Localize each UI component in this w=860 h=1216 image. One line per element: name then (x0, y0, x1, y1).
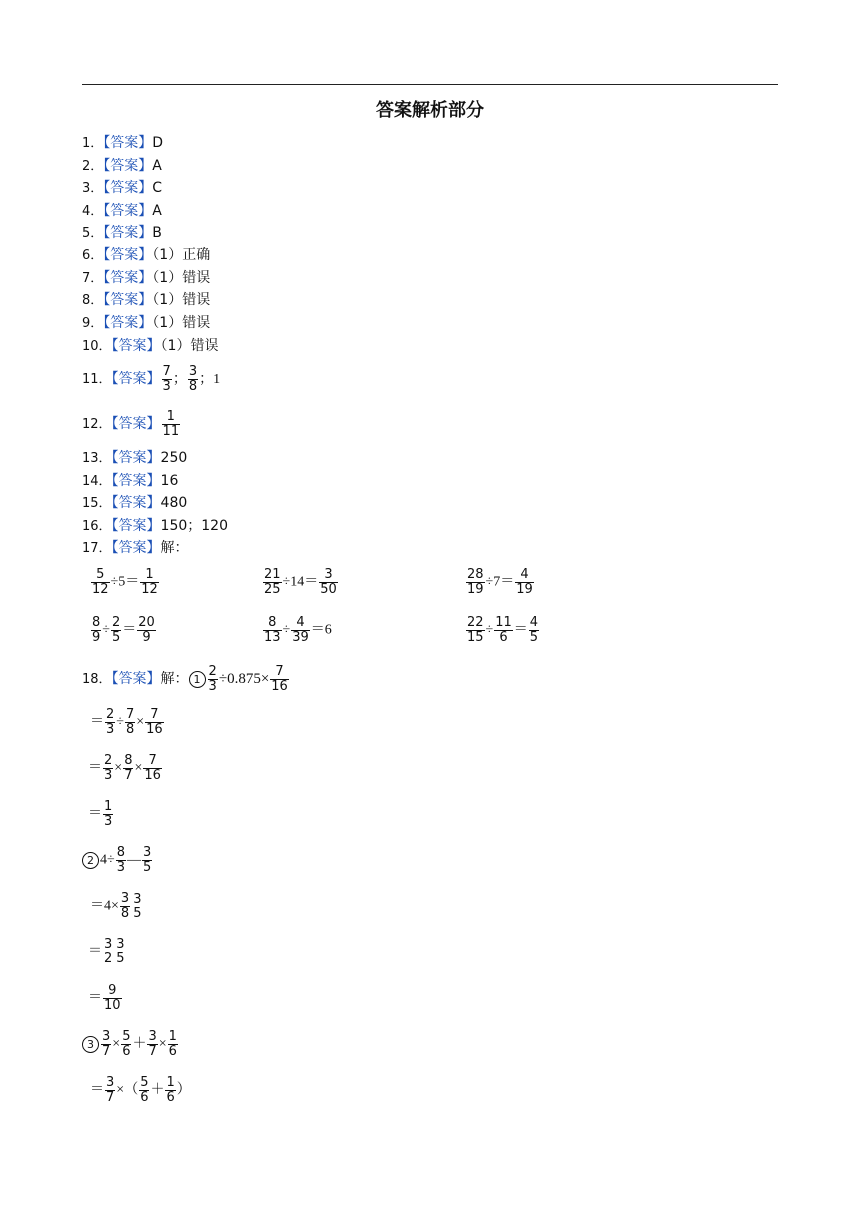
denominator: 3 (104, 768, 113, 783)
denominator: 5 (111, 630, 121, 645)
q18-p2-step-1 (90, 892, 143, 921)
equals-sign: ＝ (88, 760, 102, 776)
fraction (319, 568, 338, 597)
header-rule (82, 84, 778, 85)
numerator: 4 (291, 616, 310, 631)
numerator: 3 (319, 568, 338, 583)
fraction (466, 616, 485, 645)
fraction (103, 984, 122, 1013)
divide-sign: ÷ (282, 622, 291, 638)
question-number: 4． (82, 204, 104, 219)
numerator: 8 (92, 615, 101, 630)
answer-line-15 (82, 494, 187, 513)
question-number: 13． (82, 451, 112, 466)
numerator: 3 (102, 1029, 111, 1044)
fraction (270, 665, 289, 694)
semicolon: ； (199, 372, 214, 387)
q18-p2-step-2 (88, 938, 127, 966)
answer-line-6 (82, 246, 210, 265)
answer-text: 250 (160, 450, 188, 466)
denominator: 6 (140, 1090, 149, 1105)
numerator: 3 (133, 891, 142, 907)
denominator: 6 (499, 630, 508, 645)
denominator: 5 (529, 630, 539, 645)
equals-sign: ＝ (88, 990, 102, 1006)
denominator: 16 (146, 722, 163, 737)
denominator: 11 (162, 424, 180, 440)
answer-tag: 【答案】 (111, 518, 161, 534)
number: 14 (290, 574, 305, 590)
fraction (132, 893, 142, 921)
fraction (101, 1030, 111, 1059)
number: 4 (100, 852, 107, 868)
equals-sign: ＝ (513, 622, 528, 638)
fraction (123, 754, 133, 783)
numerator: 2 (106, 707, 115, 722)
denominator: 25 (264, 582, 281, 597)
fraction (103, 754, 113, 783)
denominator: 3 (116, 860, 125, 875)
denominator: 15 (467, 630, 484, 645)
times-sign: × (136, 714, 145, 730)
answer-line-11 (82, 364, 220, 395)
numerator: 8 (263, 616, 282, 631)
fraction (91, 568, 110, 597)
numerator: 21 (264, 567, 281, 582)
question-number: 11． (82, 372, 112, 387)
answer-value: 1 (213, 372, 221, 387)
divide-sign: ÷ (116, 714, 124, 730)
answer-tag: 【答案】 (103, 180, 153, 196)
answer-line-14 (82, 472, 178, 491)
denominator: 2 (104, 951, 113, 966)
times-sign: × (116, 1082, 125, 1098)
numerator: 1 (168, 1029, 177, 1044)
numerator: 5 (140, 1075, 149, 1090)
answer-line-3 (82, 179, 162, 198)
answer-text: B (152, 225, 162, 241)
times-sign: × (111, 898, 119, 914)
question-number: 9． (82, 316, 104, 331)
answer-tag: 【答案】 (111, 540, 161, 556)
numerator: 11 (495, 615, 512, 630)
denominator: 6 (122, 1044, 131, 1059)
denominator: 16 (144, 768, 161, 783)
fraction (139, 1076, 149, 1105)
fraction (529, 616, 539, 645)
numerator: 2 (111, 615, 121, 630)
numerator: 7 (162, 364, 171, 380)
denominator: 5 (133, 905, 142, 921)
numerator: 3 (120, 891, 130, 906)
numerator: 2 (208, 664, 217, 680)
question-number: 6． (82, 248, 104, 263)
denominator: 16 (271, 679, 288, 695)
numerator: 4 (529, 615, 539, 630)
fraction (263, 616, 282, 645)
times-sign: × (158, 1036, 167, 1052)
numerator: 2 (104, 753, 113, 768)
numerator: 1 (140, 568, 159, 583)
circled-number-1: 1 (189, 671, 206, 688)
numerator: 7 (270, 665, 289, 680)
number: 7 (493, 574, 501, 590)
fraction (466, 568, 485, 597)
fraction (162, 365, 172, 394)
question-number: 15． (82, 496, 112, 511)
numerator: 7 (125, 707, 135, 722)
fraction (165, 1076, 175, 1105)
number: 5 (118, 574, 126, 590)
denominator: 7 (148, 1044, 157, 1059)
answer-line-2 (82, 157, 162, 176)
fraction (208, 665, 218, 694)
divide-sign: ÷ (107, 852, 115, 868)
equals-sign: ＝ (122, 622, 137, 638)
denominator: 7 (102, 1044, 111, 1059)
answer-line-1 (82, 134, 163, 153)
question-number: 16． (82, 519, 112, 534)
answer-text: （1）错误 (152, 292, 211, 308)
q18-p1-step-2 (88, 754, 163, 783)
circled-number-3: 3 (82, 1036, 99, 1053)
answer-line-18 (82, 664, 290, 695)
denominator: 8 (125, 722, 135, 737)
answer-text: C (152, 180, 163, 196)
answer-tag: 【答案】 (111, 671, 161, 687)
answer-tag: 【答案】 (111, 416, 161, 432)
question-number: 5． (82, 226, 104, 241)
numerator: 3 (142, 845, 152, 860)
numerator: 1 (104, 799, 113, 814)
fraction (115, 938, 125, 966)
fraction (143, 754, 162, 783)
question-number: 1． (82, 136, 104, 151)
answer-text: （1）错误 (152, 315, 211, 331)
denominator: 39 (292, 630, 309, 645)
left-paren: （ (124, 1082, 139, 1098)
answer-text: D (152, 135, 164, 151)
answer-line-7 (82, 269, 210, 288)
answer-line-10 (82, 337, 218, 356)
answer-text: 解： (160, 540, 189, 556)
denominator: 13 (264, 630, 281, 645)
denominator: 6 (168, 1044, 177, 1059)
fraction (125, 708, 135, 737)
denominator: 50 (320, 582, 337, 597)
equals-sign: ＝ (125, 574, 140, 590)
times-sign: × (112, 1036, 121, 1052)
times-sign: × (260, 671, 270, 687)
divide-sign: ÷ (485, 574, 494, 590)
q17-equation-1 (90, 568, 160, 597)
answer-line-16 (82, 517, 228, 536)
answer-tag: 【答案】 (111, 495, 161, 511)
answer-line-8 (82, 291, 210, 310)
fraction (145, 708, 164, 737)
equals-sign: ＝ (90, 1082, 104, 1098)
fraction (120, 892, 130, 921)
semicolon: ； (172, 372, 187, 387)
equals-sign: ＝ (90, 898, 104, 914)
question-number: 8． (82, 293, 104, 308)
circled-number-2: 2 (82, 852, 99, 869)
answer-tag: 【答案】 (103, 247, 153, 263)
denominator: 8 (120, 906, 130, 921)
q17-equation-4 (90, 616, 157, 645)
q17-equation-6 (465, 616, 540, 645)
numerator: 1 (166, 1075, 175, 1090)
denominator: 3 (104, 814, 113, 829)
equals-sign: ＝ (304, 574, 319, 590)
q18-p3-expression (82, 1030, 179, 1059)
fraction (103, 938, 113, 966)
answer-tag: 【答案】 (103, 292, 153, 308)
plus-sign: ＋ (132, 1036, 147, 1052)
fraction (162, 410, 181, 439)
fraction (188, 365, 198, 394)
q17-equation-5 (262, 616, 332, 645)
number: 0.875 (227, 671, 261, 687)
divide-sign: ÷ (282, 574, 291, 590)
question-number: 7． (82, 271, 104, 286)
denominator: 12 (92, 582, 109, 597)
denominator: 3 (162, 379, 171, 395)
divide-sign: ÷ (218, 671, 228, 687)
numerator: 3 (106, 1075, 115, 1090)
fraction (105, 708, 115, 737)
answer-tag: 【答案】 (111, 338, 161, 354)
denominator: 7 (124, 768, 133, 783)
times-sign: × (134, 760, 143, 776)
fraction (291, 616, 310, 645)
answer-text: A (152, 203, 162, 219)
question-number: 17． (82, 541, 112, 556)
numerator: 28 (467, 567, 484, 582)
denominator: 19 (467, 582, 484, 597)
denominator: 3 (106, 722, 115, 737)
numerator: 8 (116, 845, 125, 860)
question-number: 2． (82, 159, 104, 174)
denominator: 9 (142, 630, 151, 645)
answer-tag: 【答案】 (103, 158, 153, 174)
question-number: 12． (82, 417, 112, 432)
numerator: 3 (148, 1029, 157, 1044)
answer-tag: 【答案】 (103, 225, 153, 241)
divide-sign: ÷ (102, 622, 110, 638)
answer-tag: 【答案】 (111, 473, 161, 489)
fraction (494, 616, 513, 645)
numerator: 3 (104, 937, 113, 952)
fraction (137, 616, 156, 645)
fraction (263, 568, 282, 597)
fraction (515, 568, 534, 597)
numerator: 22 (467, 615, 484, 630)
q17-equation-3 (465, 568, 535, 597)
numerator: 4 (515, 568, 534, 583)
denominator: 5 (116, 951, 125, 966)
equals-sign: ＝ (500, 574, 515, 590)
fraction (116, 846, 126, 875)
numerator: 8 (124, 753, 133, 768)
divide-sign: ÷ (485, 622, 494, 638)
number: 4 (104, 898, 111, 914)
numerator: 7 (143, 754, 162, 769)
answer-text: （1）正确 (152, 247, 211, 263)
denominator: 5 (142, 860, 152, 875)
equals-sign: ＝ (310, 622, 325, 638)
fraction (103, 800, 113, 829)
answer-text: 16 (160, 473, 179, 489)
answer-line-9 (82, 314, 210, 333)
question-number: 14． (82, 474, 112, 489)
divide-sign: ÷ (110, 574, 119, 590)
fraction (142, 846, 152, 875)
page-title: 答案解析部分 (376, 100, 484, 121)
q18-p2-expression (82, 846, 153, 875)
answer-text: 480 (160, 495, 188, 511)
numerator: 3 (188, 364, 198, 380)
q18-p3-step-1 (90, 1076, 191, 1105)
equals-sign: ＝ (88, 944, 102, 960)
q17-equation-2 (262, 568, 339, 597)
fraction (91, 616, 101, 645)
numerator: 20 (138, 615, 155, 630)
numerator: 5 (91, 568, 110, 583)
answer-text: （1）错误 (152, 270, 211, 286)
denominator: 6 (166, 1090, 175, 1105)
denominator: 9 (92, 630, 101, 645)
numerator: 7 (145, 708, 164, 723)
numerator: 1 (162, 410, 181, 425)
number: 6 (324, 622, 332, 638)
equals-sign: ＝ (90, 714, 104, 730)
fraction (140, 568, 159, 597)
fraction (121, 1030, 131, 1059)
equals-sign: ＝ (88, 806, 102, 822)
answer-text: （1）错误 (160, 338, 219, 354)
answer-line-5 (82, 224, 162, 243)
numerator: 9 (103, 984, 122, 999)
denominator: 3 (208, 679, 217, 695)
answer-line-12 (82, 409, 181, 440)
answer-tag: 【答案】 (103, 270, 153, 286)
q18-p2-result (88, 984, 123, 1013)
answer-line-17 (82, 539, 189, 558)
denominator: 8 (188, 379, 198, 395)
denominator: 10 (104, 998, 121, 1013)
fraction (147, 1030, 157, 1059)
answer-line-13 (82, 449, 187, 468)
fraction (111, 616, 121, 645)
minus-sign: — (126, 852, 141, 868)
answer-line-4 (82, 202, 162, 221)
denominator: 7 (106, 1090, 115, 1105)
answer-text: A (152, 158, 162, 174)
times-sign: × (114, 760, 123, 776)
answer-tag: 【答案】 (111, 371, 161, 387)
q18-p1-result (88, 800, 114, 829)
question-number: 18． (82, 672, 112, 687)
answer-text: 解： (160, 671, 189, 687)
fraction (105, 1076, 115, 1105)
numerator: 3 (116, 937, 125, 952)
right-paren: ） (176, 1082, 191, 1098)
denominator: 12 (141, 582, 158, 597)
answer-tag: 【答案】 (111, 450, 161, 466)
fraction (168, 1030, 178, 1059)
answer-tag: 【答案】 (103, 315, 153, 331)
question-number: 3． (82, 181, 104, 196)
answer-text: 150；120 (160, 518, 228, 534)
numerator: 5 (122, 1029, 131, 1044)
plus-sign: ＋ (150, 1082, 165, 1098)
q18-p1-step-1 (90, 708, 165, 737)
denominator: 19 (516, 582, 533, 597)
answer-tag: 【答案】 (103, 203, 153, 219)
question-number: 10． (82, 339, 112, 354)
answer-tag: 【答案】 (103, 135, 153, 151)
